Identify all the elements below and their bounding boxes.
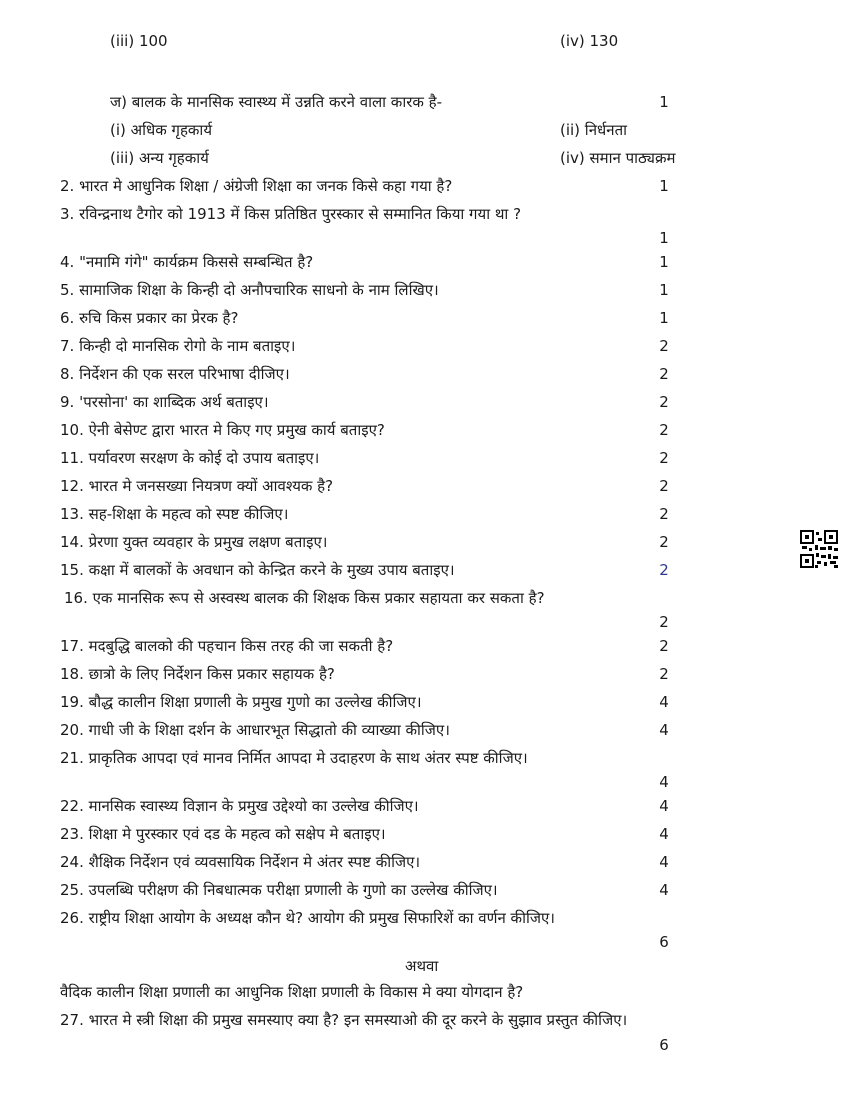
question-13: 13. सह-शिक्षा के महत्व को स्पष्ट कीजिए। bbox=[60, 505, 289, 523]
or-question: वैदिक कालीन शिक्षा प्रणाली का आधुनिक शिक्षा प्रणाली के विकास मे क्या योगदान है? bbox=[60, 983, 524, 1001]
marks-8: 2 bbox=[659, 365, 669, 383]
marks-12: 2 bbox=[659, 477, 669, 495]
marks-27: 6 bbox=[659, 1036, 669, 1054]
marks-19: 4 bbox=[659, 693, 669, 711]
marks-21: 4 bbox=[659, 773, 669, 791]
marks-ja: 1 bbox=[659, 93, 669, 111]
marks-11: 2 bbox=[659, 449, 669, 467]
qr-module bbox=[834, 548, 838, 551]
question-21: 21. प्राकृतिक आपदा एवं मानव निर्मित आपदा मे उदाहरण के साथ अंतर स्पष्ट कीजिए। bbox=[60, 749, 528, 767]
qr-module bbox=[816, 553, 819, 557]
question-26: 26. राष्ट्रीय शिक्षा आयोग के अध्यक्ष कौन थे? आयोग की प्रमुख सिफारिशें का वर्णन कीजिए। bbox=[60, 909, 555, 927]
question-3: 3. रविन्द्रनाथ टैगोर को 1913 में किस प्रतिष्ठित पुरस्कार से सम्मानित किया गया था ? bbox=[60, 205, 522, 223]
qr-module bbox=[816, 532, 819, 535]
question-25: 25. उपलब्धि परीक्षण की निबधात्मक परीक्षा प्रणाली के गुणो का उल्लेख कीजिए। bbox=[60, 881, 498, 899]
question-24: 24. शैक्षिक निर्देशन एवं व्यवसायिक निर्देशन मे अंतर स्पष्ट कीजिए। bbox=[60, 853, 421, 871]
ja-option-ii: (ii) निर्धनता bbox=[560, 121, 628, 139]
qr-finder-top-right bbox=[824, 530, 838, 544]
question-9: 9. 'परसोना' का शाब्दिक अर्थ बताइए। bbox=[60, 393, 269, 411]
question-20: 20. गाधी जी के शिक्षा दर्शन के आधारभूत सिद्धातो की व्याख्या कीजिए। bbox=[60, 721, 450, 739]
ja-option-i: (i) अधिक गृहकार्य bbox=[110, 121, 213, 139]
option-iv: (iv) 130 bbox=[560, 32, 619, 50]
qr-module bbox=[815, 565, 818, 568]
marks-4: 1 bbox=[659, 253, 669, 271]
question-2: 2. भारत मे आधुनिक शिक्षा / अंग्रेजी शिक्षा का जनक किसे कहा गया है? bbox=[60, 177, 453, 195]
question-27: 27. भारत मे स्त्री शिक्षा की प्रमुख समस्याए क्या है? इन समस्याओ की दूर करने के सुझाव प्रस्तुत कीजिए। bbox=[60, 1011, 628, 1029]
question-7: 7. किन्ही दो मानसिक रोगो के नाम बताइए। bbox=[60, 337, 296, 355]
ja-option-iv: (iv) समान पाठ्यक्रम bbox=[560, 149, 676, 167]
qr-module bbox=[834, 565, 838, 568]
option-iii: (iii) 100 bbox=[110, 32, 168, 50]
qr-module bbox=[818, 538, 822, 541]
marks-7: 2 bbox=[659, 337, 669, 355]
question-12: 12. भारत मे जनसख्या नियत्रण क्यों आवश्यक है? bbox=[60, 477, 334, 495]
question-22: 22. मानसिक स्वास्थ्य विज्ञान के प्रमुख उद्देश्यो का उल्लेख कीजिए। bbox=[60, 797, 419, 815]
marks-23: 4 bbox=[659, 825, 669, 843]
question-11: 11. पर्यावरण सरक्षण के कोई दो उपाय बताइए। bbox=[60, 449, 320, 467]
qr-module bbox=[817, 561, 821, 564]
qr-module bbox=[828, 554, 831, 559]
question-10: 10. ऐनी बेसेण्ट द्वारा भारत मे किए गए प्रमुख कार्य बताइए? bbox=[60, 421, 385, 439]
question-15: 15. कक्षा में बालकों के अवधान को केन्द्रित करने के मुख्य उपाय बताइए। bbox=[60, 561, 455, 579]
question-6: 6. रुचि किस प्रकार का प्रेरक है? bbox=[60, 309, 239, 327]
qr-module bbox=[802, 546, 807, 549]
question-18: 18. छात्रो के लिए निर्देशन किस प्रकार सहायक है? bbox=[60, 665, 335, 683]
question-8: 8. निर्देशन की एक सरल परिभाषा दीजिए। bbox=[60, 365, 290, 383]
marks-26: 6 bbox=[659, 933, 669, 951]
marks-2: 1 bbox=[659, 177, 669, 195]
qr-module bbox=[815, 545, 818, 550]
question-5: 5. सामाजिक शिक्षा के किन्ही दो अनौपचारिक साधनो के नाम लिखिए। bbox=[60, 281, 439, 299]
question-4: 4. "नमामि गंगे" कार्यक्रम किससे सम्बन्धित है? bbox=[60, 253, 314, 271]
qr-module bbox=[820, 547, 826, 550]
marks-18: 2 bbox=[659, 665, 669, 683]
marks-14: 2 bbox=[659, 533, 669, 551]
qr-module bbox=[830, 561, 836, 564]
or-label: अथवा bbox=[405, 957, 439, 975]
marks-10: 2 bbox=[659, 421, 669, 439]
marks-6: 1 bbox=[659, 309, 669, 327]
marks-20: 4 bbox=[659, 721, 669, 739]
marks-22: 4 bbox=[659, 797, 669, 815]
question-19: 19. बौद्ध कालीन शिक्षा प्रणाली के प्रमुख गुणो का उल्लेख कीजिए। bbox=[60, 693, 422, 711]
marks-15: 2 bbox=[659, 561, 669, 579]
qr-finder-bottom-left bbox=[800, 554, 814, 568]
qr-module bbox=[821, 555, 826, 558]
marks-9: 2 bbox=[659, 393, 669, 411]
marks-25: 4 bbox=[659, 881, 669, 899]
marks-16: 2 bbox=[659, 613, 669, 631]
ja-option-iii: (iii) अन्य गृहकार्य bbox=[110, 149, 209, 167]
qr-module bbox=[828, 546, 832, 550]
qr-finder-top-left bbox=[800, 530, 814, 544]
question-23: 23. शिक्षा मे पुरस्कार एवं दड के महत्व को सक्षेप मे बताइए। bbox=[60, 825, 386, 843]
qr-module bbox=[824, 562, 827, 566]
marks-5: 1 bbox=[659, 281, 669, 299]
qr-code-icon bbox=[800, 530, 838, 568]
marks-13: 2 bbox=[659, 505, 669, 523]
qr-module bbox=[833, 556, 838, 559]
marks-17: 2 bbox=[659, 637, 669, 655]
question-ja: ज) बालक के मानसिक स्वास्थ्य में उन्नति करने वाला कारक है- bbox=[110, 93, 443, 111]
marks-3: 1 bbox=[659, 229, 669, 247]
marks-24: 4 bbox=[659, 853, 669, 871]
question-17: 17. मदबुद्धि बालको की पहचान किस तरह की जा सकती है? bbox=[60, 637, 394, 655]
question-16: 16. एक मानसिक रूप से अस्वस्थ बालक की शिक्षक किस प्रकार सहायता कर सकता है? bbox=[64, 589, 545, 607]
qr-module bbox=[809, 548, 812, 551]
question-14: 14. प्रेरणा युक्त व्यवहार के प्रमुख लक्षण बताइए। bbox=[60, 533, 328, 551]
